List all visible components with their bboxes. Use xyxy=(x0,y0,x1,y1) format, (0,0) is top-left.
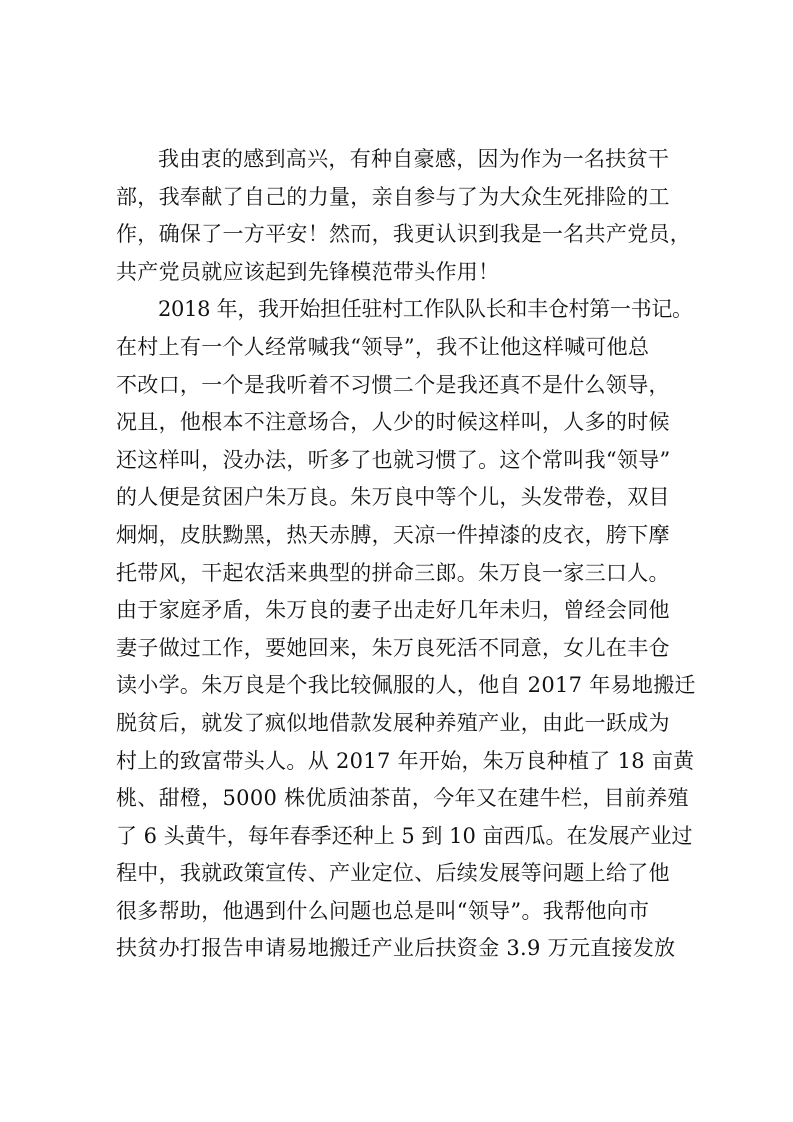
paragraph-1 xyxy=(116,141,696,291)
text-line: 托带风，干起农活来典型的拼命三郎。朱万良一家三口人。 xyxy=(116,560,670,585)
text-line: 在村上有一个人经常喊我“领导”，我不让他这样喊可他总 xyxy=(116,334,650,359)
text-line: 不改口，一个是我听着不习惯二个是我还真不是什么领导， xyxy=(116,372,670,397)
text-line: 还这样叫，没办法，听多了也就习惯了。这个常叫我“领导” xyxy=(116,447,671,472)
text-line: 妻子做过工作，要她回来，朱万良死活不同意，女儿在丰仓 xyxy=(116,635,670,660)
text-line: 程中，我就政策宣传、产业定位、后续发展等问题上给了他 xyxy=(116,861,670,886)
text-line: 很多帮助，他遇到什么问题也总是叫“领导”。我帮他向市 xyxy=(116,898,650,923)
text-line: 我由衷的感到高兴，有种自豪感，因为作为一名扶贫干 xyxy=(158,147,670,171)
text-line: 读小学。朱万良是个我比较佩服的人，他自 2017 年易地搬迁 xyxy=(116,673,696,698)
text-line: 村上的致富带头人。从 2017 年开始，朱万良种植了 18 亩黄 xyxy=(116,748,695,773)
text-line: 桃、甜橙，5000 株优质油茶苗，今年又在建牛栏，目前养殖 xyxy=(116,786,689,811)
text-line: 由于家庭矛盾，朱万良的妻子出走好几年未归，曾经会同他 xyxy=(116,598,670,623)
text-line: 部，我奉献了自己的力量，亲自参与了为大众生死排险的工 xyxy=(116,184,670,209)
text-line: 扶贫办打报告申请易地搬迁产业后扶资金 3.9 万元直接发放 xyxy=(116,936,676,961)
text-line: 了 6 头黄牛，每年春季还种上 5 到 10 亩西瓜。在发展产业过 xyxy=(116,823,693,848)
text-line: 共产党员就应该起到先锋模范带头作用！ xyxy=(116,259,500,284)
text-line: 炯炯，皮肤黝黑，热天赤膊，天凉一件掉漆的皮衣，胯下摩 xyxy=(116,522,670,547)
paragraph-2 xyxy=(116,291,696,968)
body-text xyxy=(116,141,696,968)
text-line: 2018 年，我开始担任驻村工作队队长和丰仓村第一书记。 xyxy=(158,297,693,322)
text-line: 况且，他根本不注意场合，人少的时候这样叫，人多的时候 xyxy=(116,410,670,435)
text-line: 作，确保了一方平安！然而，我更认识到我是一名共产党员， xyxy=(116,222,692,247)
text-line: 的人便是贫困户朱万良。朱万良中等个儿，头发带卷，双目 xyxy=(116,485,670,510)
text-line: 脱贫后，就发了疯似地借款发展种养殖产业，由此一跃成为 xyxy=(116,710,670,735)
